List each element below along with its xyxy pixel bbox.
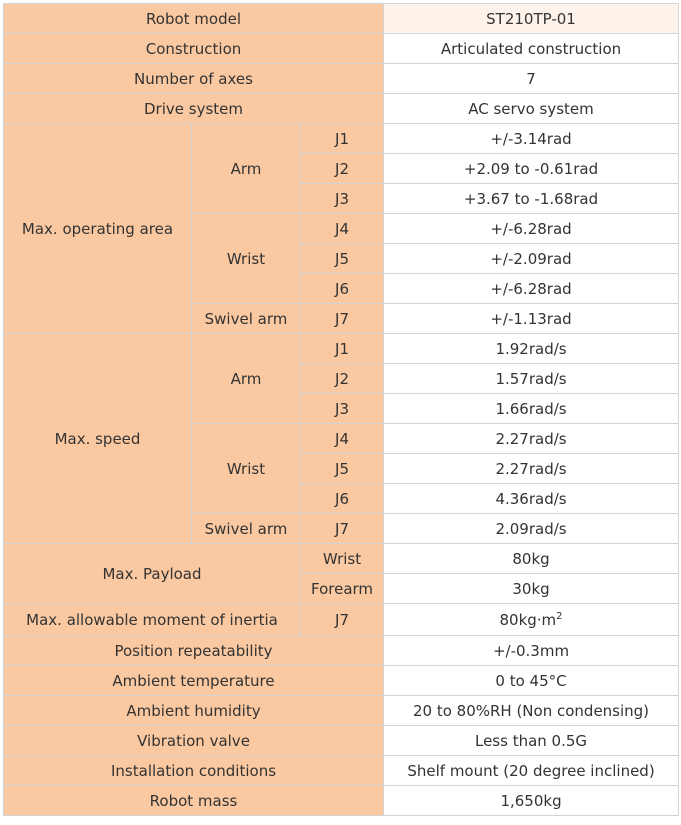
speed-joint-label: J1 xyxy=(301,334,384,364)
operating-joint-value: +/-6.28rad xyxy=(384,274,679,304)
operating-joint-label: J5 xyxy=(301,244,384,274)
payload-forearm-label: Forearm xyxy=(301,574,384,604)
payload-label: Max. Payload xyxy=(4,544,301,604)
temperature-label: Ambient temperature xyxy=(4,666,384,696)
table-row xyxy=(4,34,679,64)
table-row xyxy=(4,726,679,756)
speed-joint-label: J6 xyxy=(301,484,384,514)
drive-value: AC servo system xyxy=(384,94,679,124)
speed-joint-label: J4 xyxy=(301,424,384,454)
table-row xyxy=(4,64,679,94)
speed-joint-value: 1.66rad/s xyxy=(384,394,679,424)
table-row xyxy=(4,544,679,574)
speed-swivel-label: Swivel arm xyxy=(192,514,301,544)
installation-value: Shelf mount (20 degree inclined) xyxy=(384,756,679,786)
speed-joint-value: 1.57rad/s xyxy=(384,364,679,394)
robot-spec-table xyxy=(3,3,679,816)
operating-joint-label: J6 xyxy=(301,274,384,304)
speed-joint-label: J7 xyxy=(301,514,384,544)
construction-value: Articulated construction xyxy=(384,34,679,64)
table-row xyxy=(4,4,679,34)
speed-joint-value: 1.92rad/s xyxy=(384,334,679,364)
table-row xyxy=(4,604,679,636)
operating-joint-label: J4 xyxy=(301,214,384,244)
table-row xyxy=(4,666,679,696)
drive-label: Drive system xyxy=(4,94,384,124)
repeatability-value: +/-0.3mm xyxy=(384,636,679,666)
speed-joint-value: 2.27rad/s xyxy=(384,454,679,484)
operating-area-label: Max. operating area xyxy=(4,124,192,334)
vibration-label: Vibration valve xyxy=(4,726,384,756)
humidity-value: 20 to 80%RH (Non condensing) xyxy=(384,696,679,726)
axes-value: 7 xyxy=(384,64,679,94)
payload-wrist-value: 80kg xyxy=(384,544,679,574)
table-row xyxy=(4,636,679,666)
operating-arm-label: Arm xyxy=(192,124,301,214)
inertia-joint-label: J7 xyxy=(301,604,384,636)
operating-joint-value: +/-3.14rad xyxy=(384,124,679,154)
speed-joint-value: 4.36rad/s xyxy=(384,484,679,514)
inertia-label: Max. allowable moment of inertia xyxy=(4,604,301,636)
speed-wrist-label: Wrist xyxy=(192,424,301,514)
operating-wrist-label: Wrist xyxy=(192,214,301,304)
table-row xyxy=(4,94,679,124)
table-row xyxy=(4,786,679,816)
construction-label: Construction xyxy=(4,34,384,64)
speed-joint-value: 2.27rad/s xyxy=(384,424,679,454)
mass-value: 1,650kg xyxy=(384,786,679,816)
vibration-value: Less than 0.5G xyxy=(384,726,679,756)
speed-joint-label: J5 xyxy=(301,454,384,484)
operating-swivel-label: Swivel arm xyxy=(192,304,301,334)
speed-joint-label: J2 xyxy=(301,364,384,394)
payload-wrist-label: Wrist xyxy=(301,544,384,574)
axes-label: Number of axes xyxy=(4,64,384,94)
payload-forearm-value: 30kg xyxy=(384,574,679,604)
operating-joint-value: +/-1.13rad xyxy=(384,304,679,334)
operating-joint-value: +2.09 to -0.61rad xyxy=(384,154,679,184)
table-row xyxy=(4,696,679,726)
table-row xyxy=(4,124,679,154)
robot-model-label: Robot model xyxy=(4,4,384,34)
humidity-label: Ambient humidity xyxy=(4,696,384,726)
table-row xyxy=(4,756,679,786)
installation-label: Installation conditions xyxy=(4,756,384,786)
operating-joint-label: J7 xyxy=(301,304,384,334)
inertia-value xyxy=(384,604,679,636)
inertia-value-exponent: 2 xyxy=(556,610,563,622)
operating-joint-label: J2 xyxy=(301,154,384,184)
speed-joint-label: J3 xyxy=(301,394,384,424)
mass-label: Robot mass xyxy=(4,786,384,816)
operating-joint-label: J3 xyxy=(301,184,384,214)
inertia-value-base: 80kg·m xyxy=(499,610,557,629)
temperature-value: 0 to 45°C xyxy=(384,666,679,696)
speed-arm-label: Arm xyxy=(192,334,301,424)
table-row xyxy=(4,334,679,364)
operating-joint-value: +/-6.28rad xyxy=(384,214,679,244)
speed-joint-value: 2.09rad/s xyxy=(384,514,679,544)
speed-label: Max. speed xyxy=(4,334,192,544)
operating-joint-value: +/-2.09rad xyxy=(384,244,679,274)
robot-model-value: ST210TP-01 xyxy=(384,4,679,34)
operating-joint-value: +3.67 to -1.68rad xyxy=(384,184,679,214)
repeatability-label: Position repeatability xyxy=(4,636,384,666)
operating-joint-label: J1 xyxy=(301,124,384,154)
